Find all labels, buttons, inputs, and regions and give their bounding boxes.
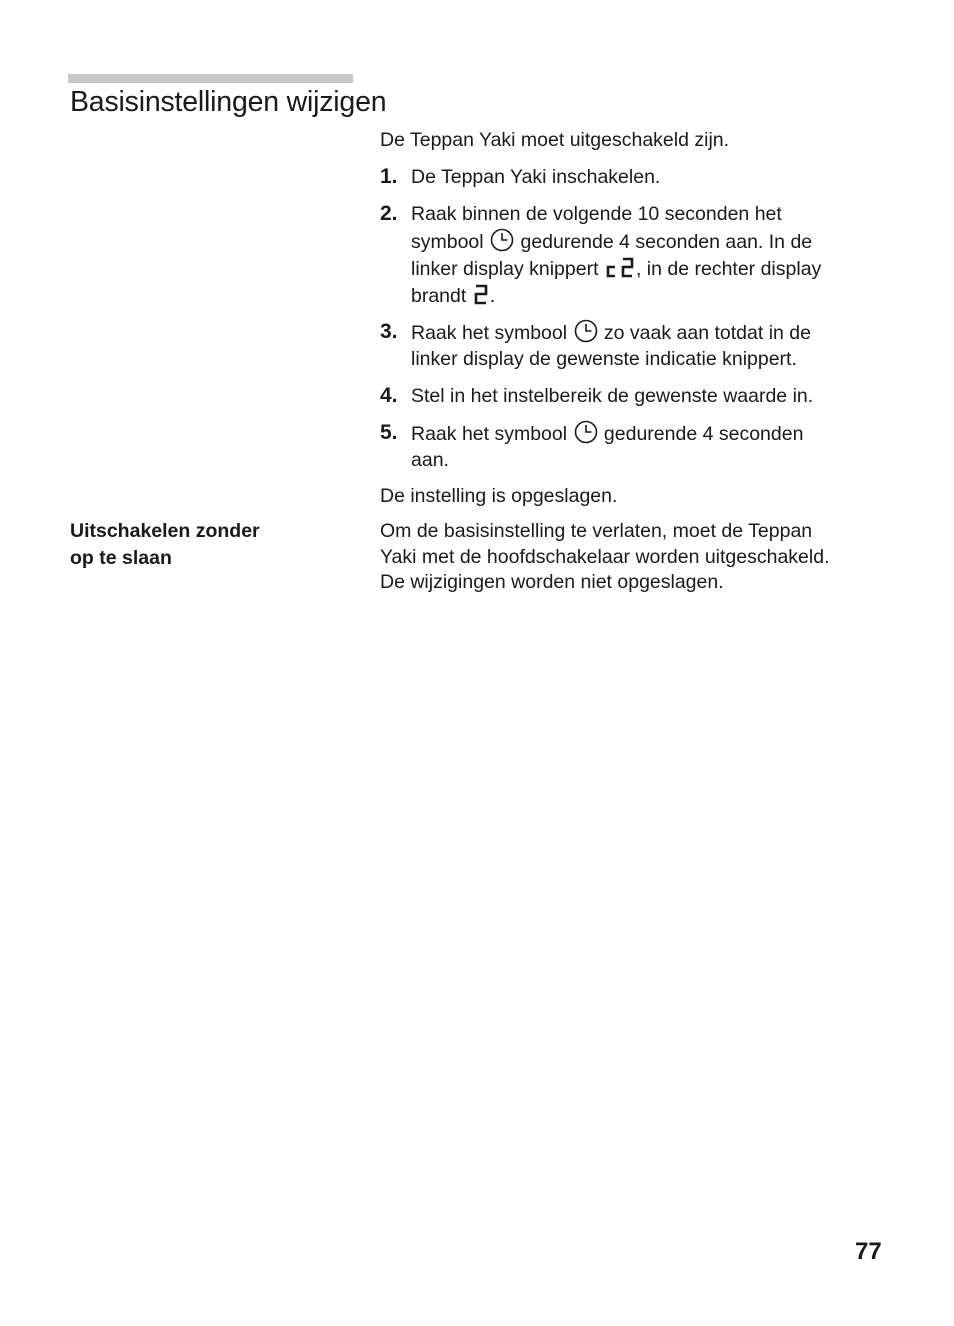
step-text: aan. [411,449,449,471]
step-text-part: symbool [411,231,484,253]
step-text-line [411,255,821,283]
step-text-part: zo vaak aan totdat in de [603,322,811,344]
step-text-line [411,319,811,347]
clock-icon [573,319,599,343]
clock-icon [573,420,599,444]
step-text: Raak binnen de volgende 10 seconden het [411,203,782,225]
step-number: 1. [380,165,398,188]
step-text-part: Raak het symbool [411,322,568,344]
exit-text-line: De wijzigingen worden niet opgeslagen. [380,571,724,593]
heading-rule [68,74,353,83]
step-text-part: . [489,285,496,307]
step-text-part: linker display knippert [411,258,599,280]
step-text-part: gedurende 4 seconden aan. In de [520,231,813,253]
page-title: Basisinstellingen wijzigen [70,86,387,118]
intro-text: De Teppan Yaki moet uitgeschakeld zijn. [380,129,730,151]
step-text-part: , in de rechter display [635,258,822,280]
step-number: 4. [380,384,398,407]
result-text: De instelling is opgeslagen. [380,485,618,507]
exit-text-line: Om de basisinstelling te verlaten, moet de Teppan [380,520,813,542]
side-heading-line: op te slaan [70,547,172,569]
step-text-part: Raak het symbool [411,423,568,445]
step-text-part: gedurende 4 seconden [603,423,804,445]
clock-icon [489,228,515,252]
step-text-line [411,282,495,310]
step-number: 3. [380,320,398,343]
step-text: linker display de gewenste indicatie knippert. [411,348,797,370]
step-number: 5. [380,421,398,444]
2-segment-display-icon [472,282,490,306]
side-heading-line: Uitschakelen zonder [70,520,260,542]
step-text-line [411,228,812,256]
step-number: 2. [380,202,398,225]
c2-segment-display-icon [604,255,636,279]
step-text: De Teppan Yaki inschakelen. [411,166,661,188]
side-heading [70,518,260,572]
step-text-part: brandt [411,285,467,307]
page-number: 77 [855,1238,882,1265]
step-text-line [411,420,803,448]
exit-text-line: Yaki met de hoofdschakelaar worden uitgeschakeld. [380,546,830,568]
step-text: Stel in het instelbereik de gewenste waarde in. [411,385,814,407]
